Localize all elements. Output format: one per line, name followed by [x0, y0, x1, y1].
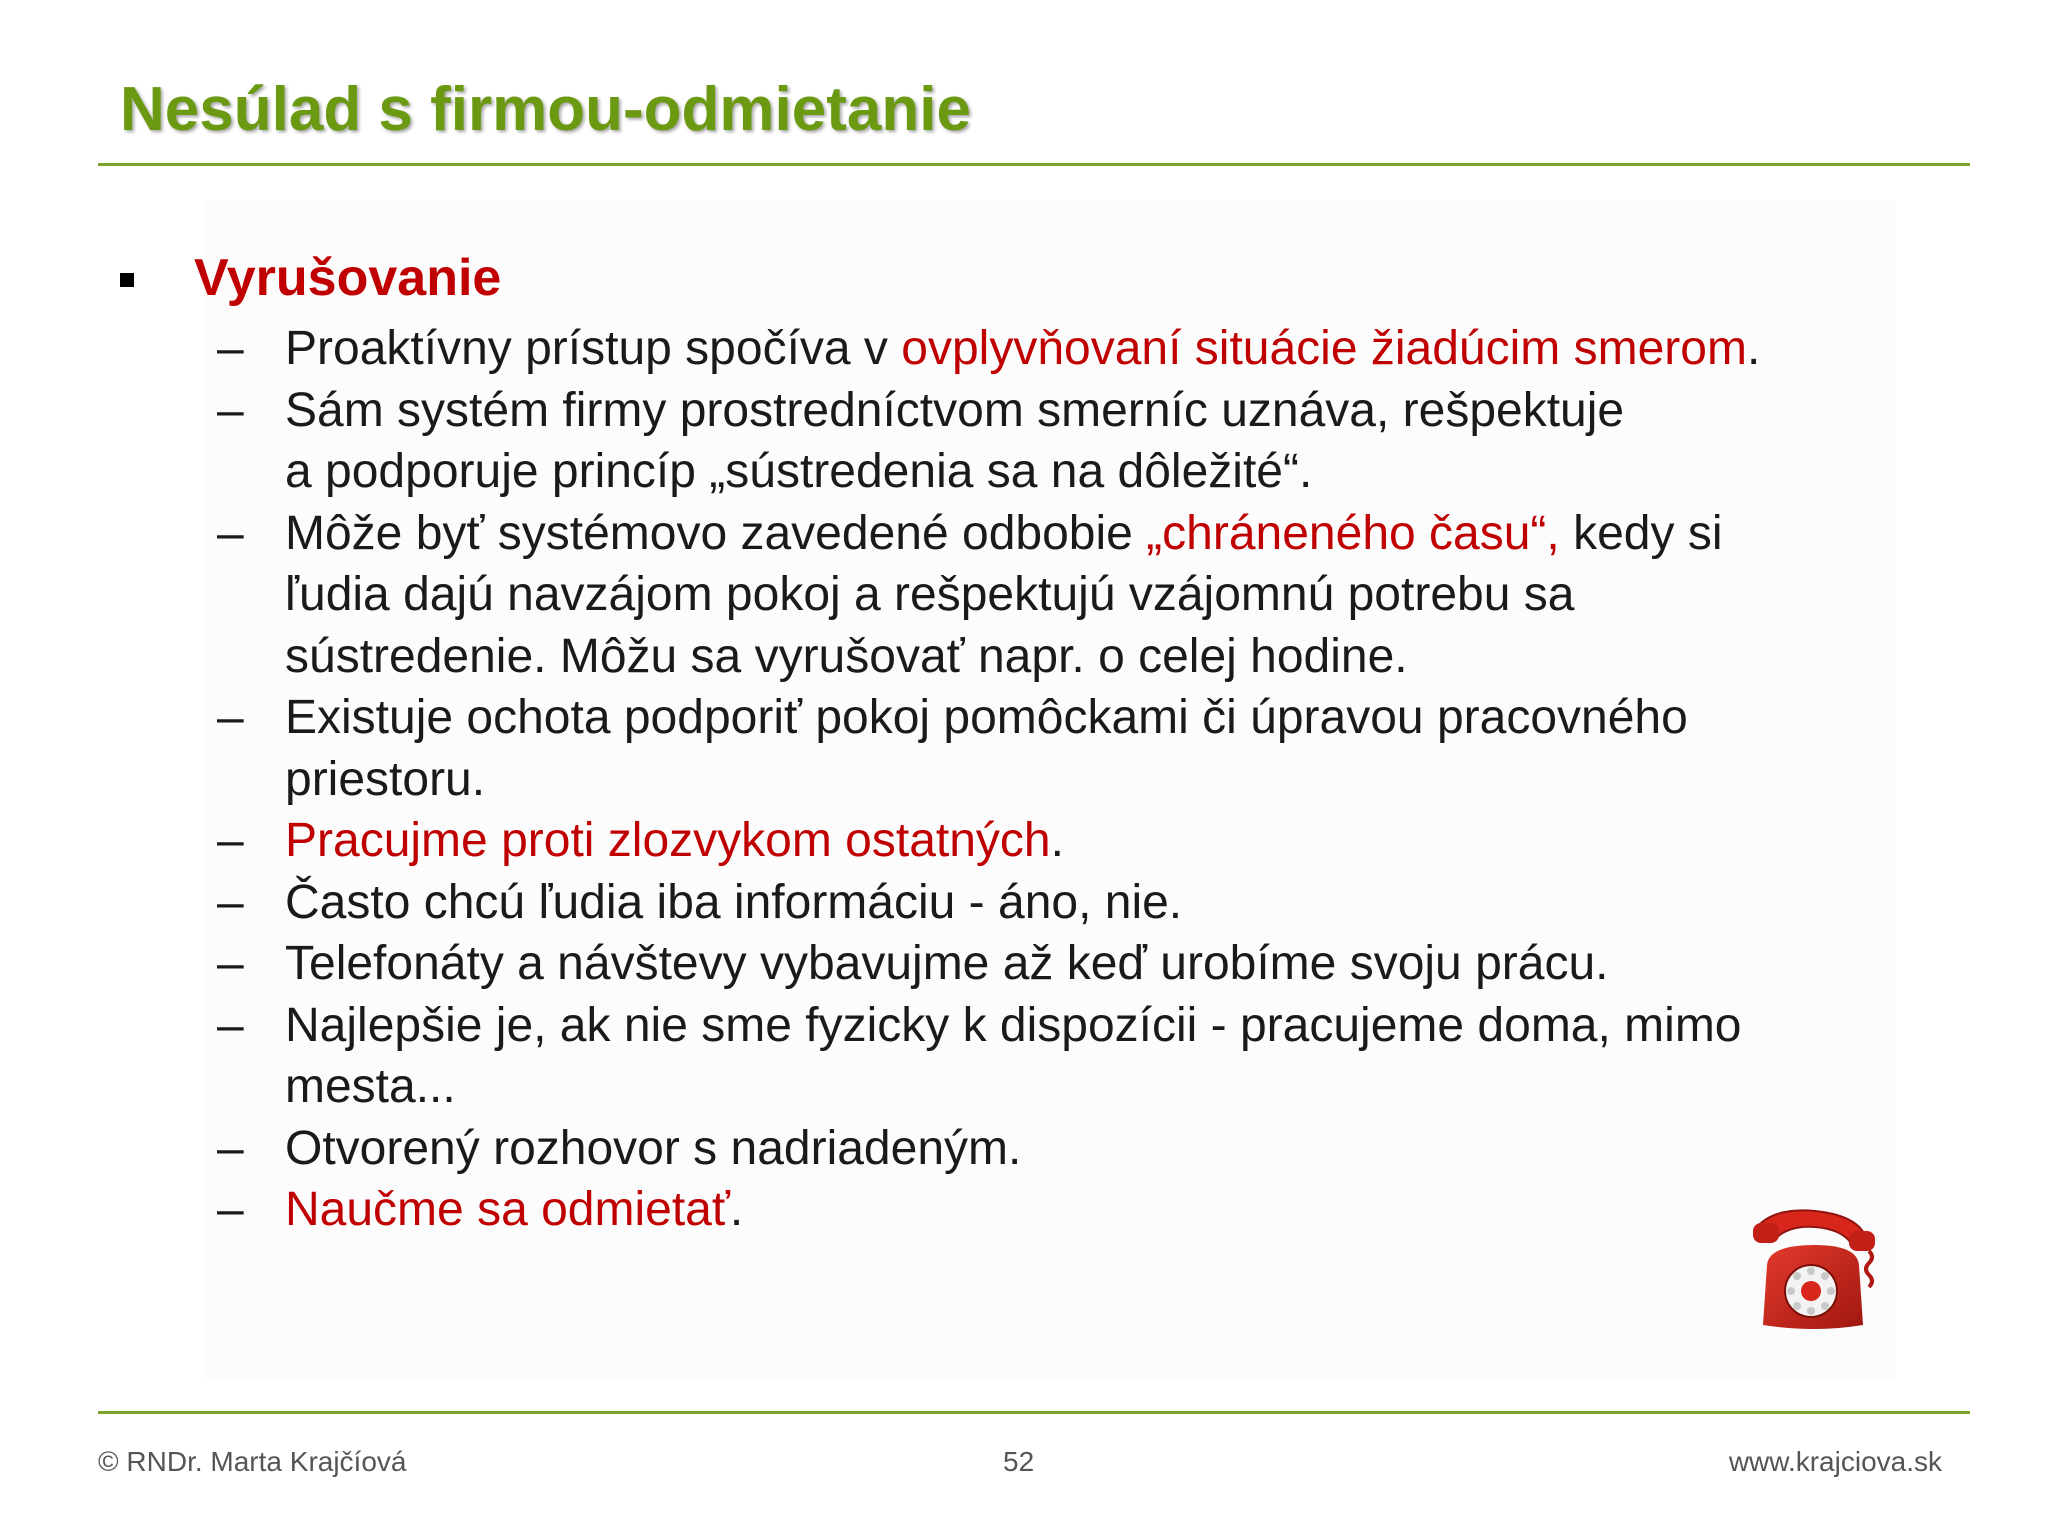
item-text: Otvorený rozhovor s nadriadeným. [285, 1121, 1022, 1175]
item-text: Existuje ochota podporiť pokoj pomôckami či úpravou pracovného [285, 691, 1688, 744]
item-text: Najlepšie je, ak nie sme fyzicky k dispozícii - pracujeme doma, mimo [285, 998, 1742, 1052]
footer-divider [98, 1411, 1970, 1414]
dash-marker: – [217, 1121, 244, 1175]
list-item [217, 1179, 1917, 1241]
item-text: ľudia dajú navzájom pokoj a rešpektujú vzájomnú potrebu sa [285, 568, 1575, 621]
item-text: mesta... [285, 1060, 456, 1113]
dash-marker: – [217, 691, 244, 744]
dash-marker: – [217, 998, 244, 1052]
footer-author: © RNDr. Marta Krajčíová [98, 1446, 407, 1477]
sub-bullet-list [217, 318, 1917, 1241]
item-text: a podporuje princíp „sústredenia sa na dôležité“. [285, 445, 1313, 498]
dash-marker: – [217, 875, 244, 929]
item-text: Telefonáty a návštevy vybavujme až keď urobíme svoju prácu. [285, 937, 1609, 990]
red-rotary-telephone-icon [1745, 1205, 1885, 1335]
list-item [217, 995, 1917, 1118]
item-text: Často chcú ľudia iba informáciu - áno, nie. [285, 875, 1183, 929]
section-bullet [120, 249, 502, 307]
square-bullet-icon [120, 273, 134, 287]
list-item [217, 933, 1917, 995]
item-text: kedy si [1559, 506, 1723, 560]
item-text: Sám systém firmy prostredníctvom smerníc uznáva, rešpektuje [285, 383, 1625, 437]
item-text: . [729, 1183, 744, 1236]
footer-website: www.krajciova.sk [1728, 1446, 1942, 1477]
title-divider [98, 163, 1970, 166]
dash-marker: – [217, 506, 244, 560]
highlighted-text: ovplyvňovaní situácie žiadúcim smerom [901, 322, 1747, 375]
list-item [217, 687, 1917, 810]
dash-marker: – [217, 322, 244, 375]
item-text: . [1050, 814, 1064, 867]
item-text: sústredenie. Môžu sa vyrušovať napr. o celej hodine. [285, 629, 1408, 683]
dash-marker: – [217, 1183, 244, 1236]
list-item [217, 318, 1917, 380]
highlighted-text: Naučme sa odmietať [285, 1183, 730, 1236]
highlighted-text: Pracujme proti zlozvykom ostatných [285, 814, 1051, 867]
item-text: Proaktívny prístup spočíva v [285, 322, 902, 375]
slide-title: Nesúlad s firmou-odmietanie [120, 75, 971, 144]
list-item [217, 503, 1917, 688]
list-item [217, 872, 1917, 934]
item-text: . [1746, 322, 1761, 375]
item-text: priestoru. [285, 752, 486, 806]
highlighted-text: „chráneného času“, [1146, 506, 1560, 560]
page-number: 52 [1003, 1446, 1035, 1477]
dash-marker: – [217, 814, 244, 867]
list-item [217, 810, 1917, 872]
dash-marker: – [217, 383, 244, 437]
list-item [217, 1118, 1917, 1180]
item-text: Môže byť systémovo zavedené odbobie [285, 506, 1147, 560]
dash-marker: – [217, 937, 244, 990]
list-item [217, 380, 1917, 503]
section-heading: Vyrušovanie [194, 249, 502, 307]
